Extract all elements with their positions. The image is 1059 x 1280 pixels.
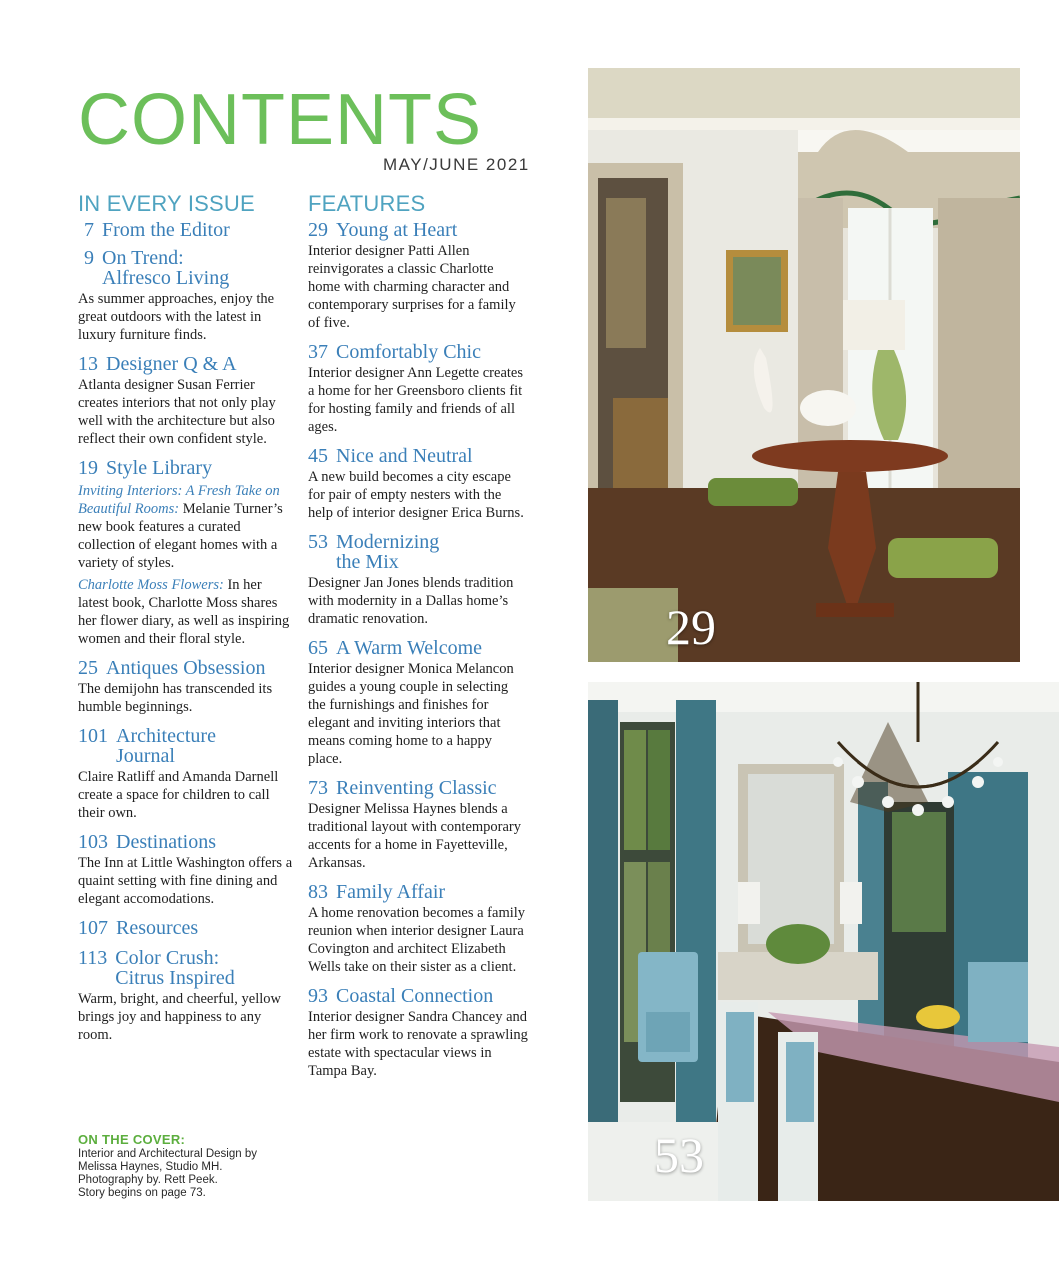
entry-page: 113 xyxy=(78,947,108,970)
photo-page-number: 53 xyxy=(654,1127,704,1183)
entry-title: Modernizing the Mix xyxy=(336,531,440,574)
entry-description: Atlanta designer Susan Ferrier creates interiors that not only play well with the architecture but also reflect their own confident style. xyxy=(78,377,276,448)
dining-room-illustration xyxy=(588,682,1059,1201)
entry-description: As summer approaches, enjoy the great outdoors with the latest in luxury furniture finds. xyxy=(78,291,275,344)
entry-description: A home renovation becomes a family reunion when interior designer Laura Covington and architect Elizabeth Wells take on their sister as a client. xyxy=(308,905,526,976)
entry-title: Coastal Connection xyxy=(336,985,494,1008)
toc-entry[interactable] xyxy=(308,882,528,976)
toc-entry[interactable] xyxy=(308,220,528,332)
entry-page: 107 xyxy=(78,917,108,940)
style-library-sub-entry xyxy=(78,576,293,648)
entry-page: 53 xyxy=(308,531,328,554)
sub-entry-text: In her latest book, Charlotte Moss shares her flower diary, as well as inspiring women and their floral style. xyxy=(78,577,290,648)
entry-description: The demijohn has transcended its humble beginnings. xyxy=(78,681,273,716)
entry-page: 65 xyxy=(308,637,328,660)
entry-description: Designer Melissa Haynes blends a traditional layout with contemporary accents for a home in Fayetteville, Arkansas. xyxy=(308,801,522,872)
entry-description: The Inn at Little Washington offers a quaint setting with fine dining and elegant accomodations. xyxy=(78,855,293,908)
cover-line: Interior and Architectural Design by xyxy=(78,1148,257,1160)
cover-line: Story begins on page 73. xyxy=(78,1187,206,1199)
entry-page: 83 xyxy=(308,881,328,904)
entry-title: Reinventing Classic xyxy=(336,777,497,800)
toc-entry[interactable] xyxy=(78,354,293,448)
entry-description: Claire Ratliff and Amanda Darnell create a space for children to call their own. xyxy=(78,769,279,822)
cover-heading: ON THE COVER: xyxy=(78,1132,186,1147)
page-title: CONTENTS xyxy=(78,80,482,160)
entry-title: Designer Q & A xyxy=(106,353,237,376)
entry-page: 73 xyxy=(308,777,328,800)
toc-entry[interactable] xyxy=(308,638,528,768)
cover-line: Photography by. Rett Peek. xyxy=(78,1174,218,1186)
toc-entry[interactable] xyxy=(78,948,293,1044)
features-heading: FEATURES xyxy=(308,191,426,216)
style-library-sub-entry xyxy=(78,482,293,572)
entry-description: Interior designer Monica Melancon guides a young couple in selecting the furnishings and finishes for elegant and inviting interiors that means coming home to a happy place. xyxy=(308,661,514,768)
toc-entry[interactable] xyxy=(78,458,293,648)
entry-title: Destinations xyxy=(116,831,216,854)
entry-title: Comfortably Chic xyxy=(336,341,481,364)
entry-title: Family Affair xyxy=(336,881,446,904)
entry-page: 93 xyxy=(308,985,328,1008)
entry-title: From the Editor xyxy=(102,219,230,242)
entry-page: 9 xyxy=(84,247,94,270)
feature-photo-modernizing-the-mix[interactable] xyxy=(588,682,1059,1201)
toc-entry[interactable] xyxy=(78,220,293,240)
entry-title: A Warm Welcome xyxy=(336,637,483,660)
entry-title: Resources xyxy=(116,917,199,940)
cover-line: Melissa Haynes, Studio MH. xyxy=(78,1161,223,1173)
toc-entry[interactable] xyxy=(78,918,293,938)
sub-entry-title: Charlotte Moss Flowers: xyxy=(78,577,224,594)
living-room-illustration xyxy=(588,68,1020,662)
toc-entry[interactable] xyxy=(308,342,528,436)
entry-page: 25 xyxy=(78,657,98,680)
entry-page: 45 xyxy=(308,445,328,468)
in-every-issue-heading: IN EVERY ISSUE xyxy=(78,191,255,216)
toc-entry[interactable] xyxy=(78,832,293,908)
entry-description: Warm, bright, and cheerful, yellow brings joy and happiness to any room. xyxy=(78,991,281,1044)
entry-title: Nice and Neutral xyxy=(336,445,473,468)
entry-description: A new build becomes a city escape for pair of empty nesters with the help of interior designer Erica Burns. xyxy=(308,469,524,522)
entry-page: 103 xyxy=(78,831,108,854)
features-column xyxy=(308,192,528,1090)
toc-entry[interactable] xyxy=(308,532,528,628)
entry-description: Interior designer Sandra Chancey and her firm work to renovate a sprawling estate with spectacular views in Tampa Bay. xyxy=(308,1009,528,1080)
toc-entry[interactable] xyxy=(308,778,528,872)
entry-title: Color Crush: Citrus Inspired xyxy=(115,947,235,990)
photo-page-number: 29 xyxy=(666,599,716,655)
entry-page: 19 xyxy=(78,457,98,480)
issue-date: MAY/JUNE 2021 xyxy=(383,155,530,174)
toc-entry[interactable] xyxy=(308,446,528,522)
entry-description: Interior designer Ann Legette creates a home for her Greensboro clients fit for hosting family and friends of all ages. xyxy=(308,365,523,436)
in-every-issue-column xyxy=(78,192,293,1054)
toc-entry[interactable] xyxy=(78,248,293,344)
entry-description: Designer Jan Jones blends tradition with modernity in a Dallas home’s dramatic renovation. xyxy=(308,575,514,628)
entry-page: 29 xyxy=(308,219,328,242)
entry-title: Architecture Journal xyxy=(116,725,216,768)
toc-entry[interactable] xyxy=(78,658,293,716)
entry-title: Antiques Obsession xyxy=(106,657,266,680)
entry-page: 101 xyxy=(78,725,108,748)
entry-title: On Trend: Alfresco Living xyxy=(102,247,230,290)
toc-entry[interactable] xyxy=(308,986,528,1080)
toc-entry[interactable] xyxy=(78,726,293,822)
on-the-cover-credit xyxy=(78,1132,308,1200)
entry-title: Style Library xyxy=(106,457,213,480)
entry-page: 13 xyxy=(78,353,98,376)
entry-title: Young at Heart xyxy=(336,219,458,242)
sub-entry-text: Melanie Turner’s new book features a curated collection of elegant homes with a variety of styles. xyxy=(78,501,283,572)
feature-photo-young-at-heart[interactable] xyxy=(588,68,1020,662)
entry-page: 7 xyxy=(84,219,94,242)
sub-entry-title: Inviting Interiors: A Fresh Take on Beautiful Rooms: xyxy=(78,483,280,518)
entry-description: Interior designer Patti Allen reinvigorates a classic Charlotte home with charming character and contemporary surprises for a family of five. xyxy=(308,243,516,332)
entry-page: 37 xyxy=(308,341,328,364)
